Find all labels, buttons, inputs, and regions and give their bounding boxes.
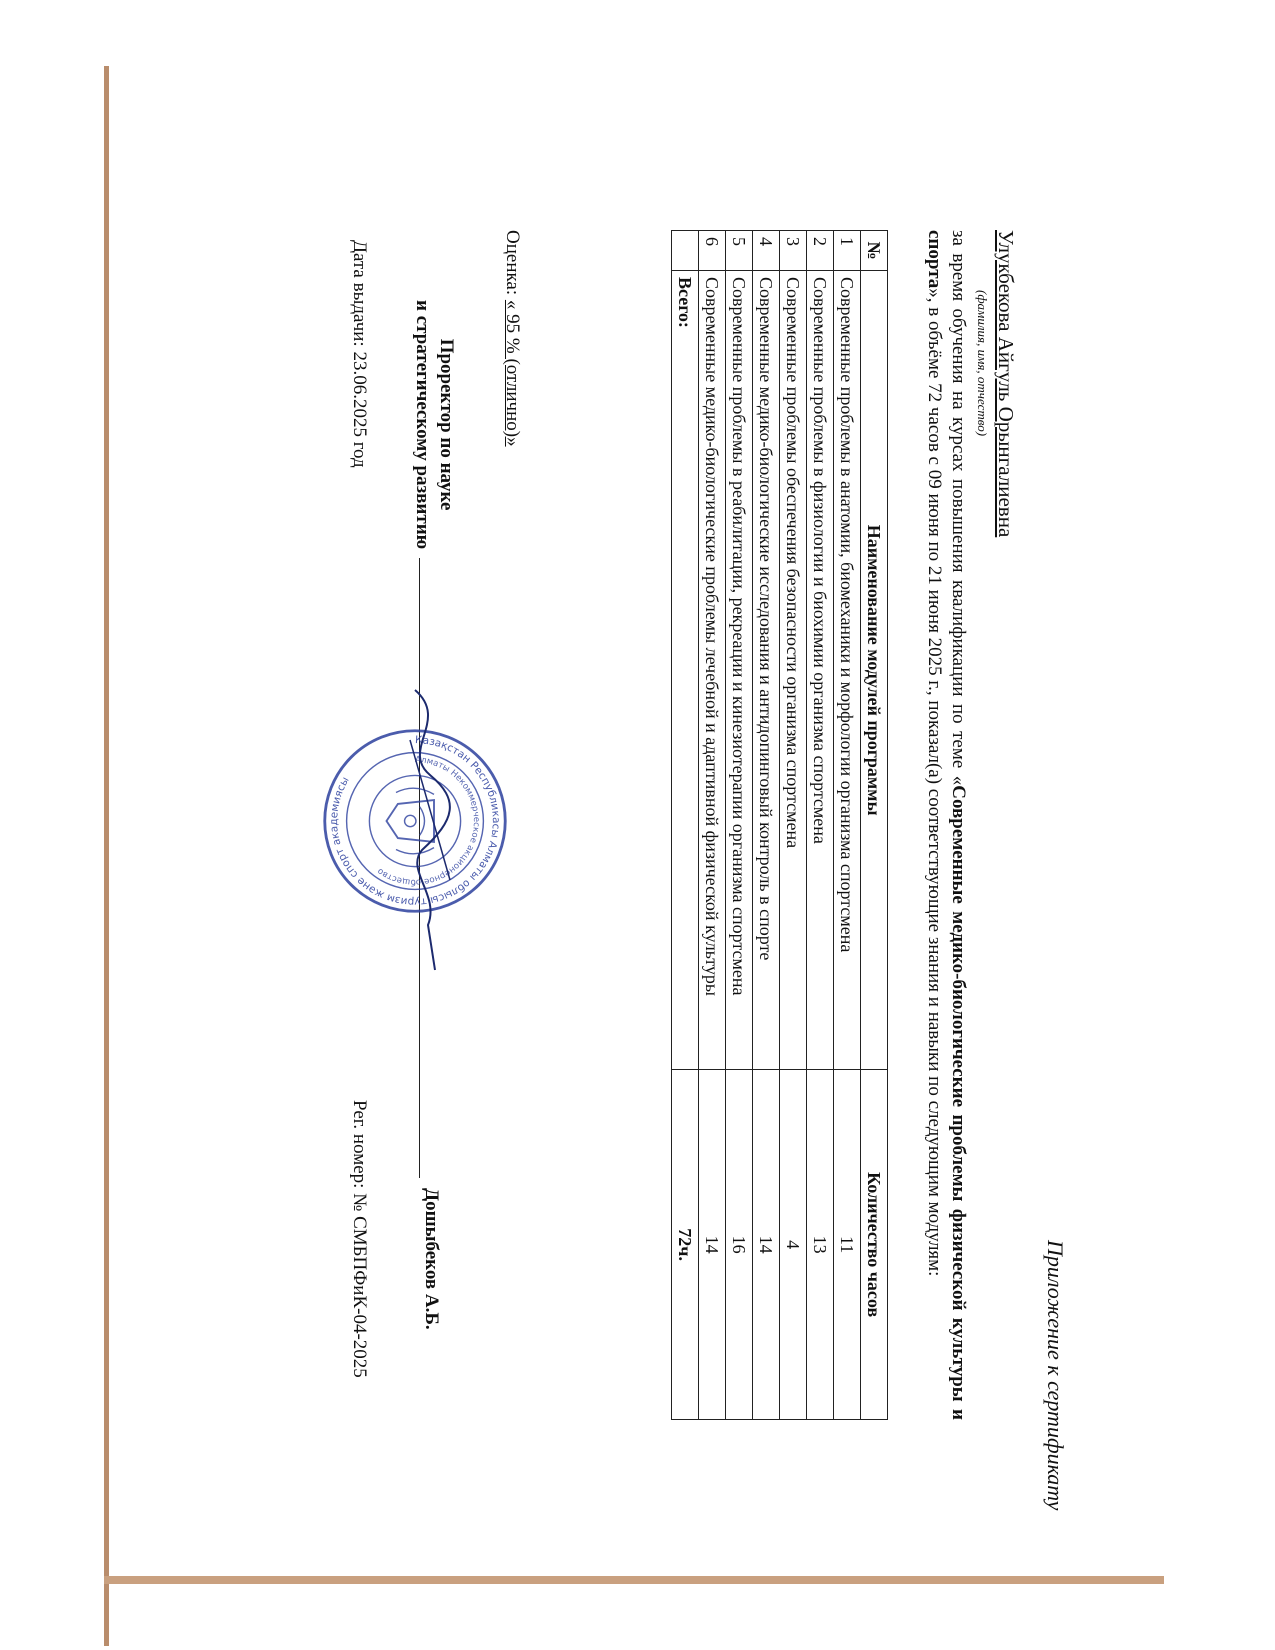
registration-number: Рег. номер: № СМБПФиК-04-2025: [349, 1100, 370, 1378]
row-module-name: Современные проблемы в физиологии и биохимии организма спортсмена: [807, 270, 834, 1069]
course-topic: Современные медико-биологические проблемы физической культуры и спорта: [924, 230, 969, 1420]
row-hours: 4: [780, 1070, 807, 1420]
row-hours: 13: [807, 1070, 834, 1420]
total-num-cell: [672, 231, 699, 271]
row-module-name: Современные проблемы в анатомии, биомеханики и морфологии организма спортсмена: [834, 270, 861, 1069]
row-num: 5: [726, 231, 753, 271]
row-num: 6: [699, 231, 726, 271]
signature-icon: [390, 680, 470, 980]
row-module-name: Современные медико-биологические исследования и антидопинговый контроль в спорте: [753, 270, 780, 1069]
grade-value: « 95 % (отлично)»: [502, 299, 523, 447]
row-num: 3: [780, 231, 807, 271]
grade: [501, 230, 523, 447]
table-row: [834, 231, 861, 1420]
row-module-name: Современные медико-биологические проблемы лечебной и адаптивной физической культуры: [699, 270, 726, 1069]
table-header-row: [861, 231, 888, 1420]
stamp-outer-text: Қазақстан Республикасы Алматы облысы туризм және спорт академиясы: [328, 734, 502, 908]
intro-suffix: », в объёме 72 часов с 09 июня по 21 июня 2025 г., показал(а) соответствующие знания и навыки по следующим модулям:: [924, 288, 945, 1277]
header-hours: Количество часов: [861, 1070, 888, 1420]
row-hours: 14: [699, 1070, 726, 1420]
table-total-row: [672, 231, 699, 1420]
table-row: [726, 231, 753, 1420]
issue-date: Дата выдачи: 23.06.2025 год: [349, 240, 370, 468]
signer-title-line1: Проректор по науке: [436, 338, 457, 511]
stamp-inner-text: Алматы Некоммерческое акционерное общество: [375, 755, 481, 887]
scan-edge-left: [104, 66, 109, 1646]
recipient-name-hint: (фамилия, имя, отчество): [975, 290, 990, 437]
table-row: [753, 231, 780, 1420]
table-row: [807, 231, 834, 1420]
total-value: 72ч.: [672, 1070, 699, 1420]
intro-paragraph: [922, 230, 970, 1420]
scan-edge-bottom: [104, 1576, 1164, 1584]
header-module-name: Наименование модулей программы: [861, 270, 888, 1069]
row-module-name: Современные проблемы обеспечения безопасности организма спортсмена: [780, 270, 807, 1069]
table-row: [780, 231, 807, 1420]
row-module-name: Современные проблемы в реабилитации, рекреации и кинезиотерапии организма спортсмена: [726, 270, 753, 1069]
signer-name: Дошыбеков А.Б.: [421, 1188, 442, 1330]
handwritten-signature: [390, 680, 470, 980]
signer-title-line2: и стратегическому развитию: [412, 300, 433, 550]
row-num: 4: [753, 231, 780, 271]
row-num: 1: [834, 231, 861, 271]
header-num: №: [861, 231, 888, 271]
total-label: Всего:: [672, 270, 699, 1069]
row-hours: 11: [834, 1070, 861, 1420]
grade-label: Оценка:: [502, 230, 523, 300]
certificate-page: [165, 120, 1070, 1520]
row-hours: 16: [726, 1070, 753, 1420]
signer-title: [410, 300, 458, 549]
table-row: [699, 231, 726, 1420]
appendix-title: Приложение к сертификату: [1043, 1240, 1068, 1511]
row-hours: 14: [753, 1070, 780, 1420]
recipient-name: Улукбекова Айгуль Орынгалиевна: [994, 230, 1018, 538]
intro-prefix: за время обучения на курсах повышения квалификации по теме «: [948, 230, 969, 786]
modules-table: [671, 230, 888, 1420]
row-num: 2: [807, 231, 834, 271]
